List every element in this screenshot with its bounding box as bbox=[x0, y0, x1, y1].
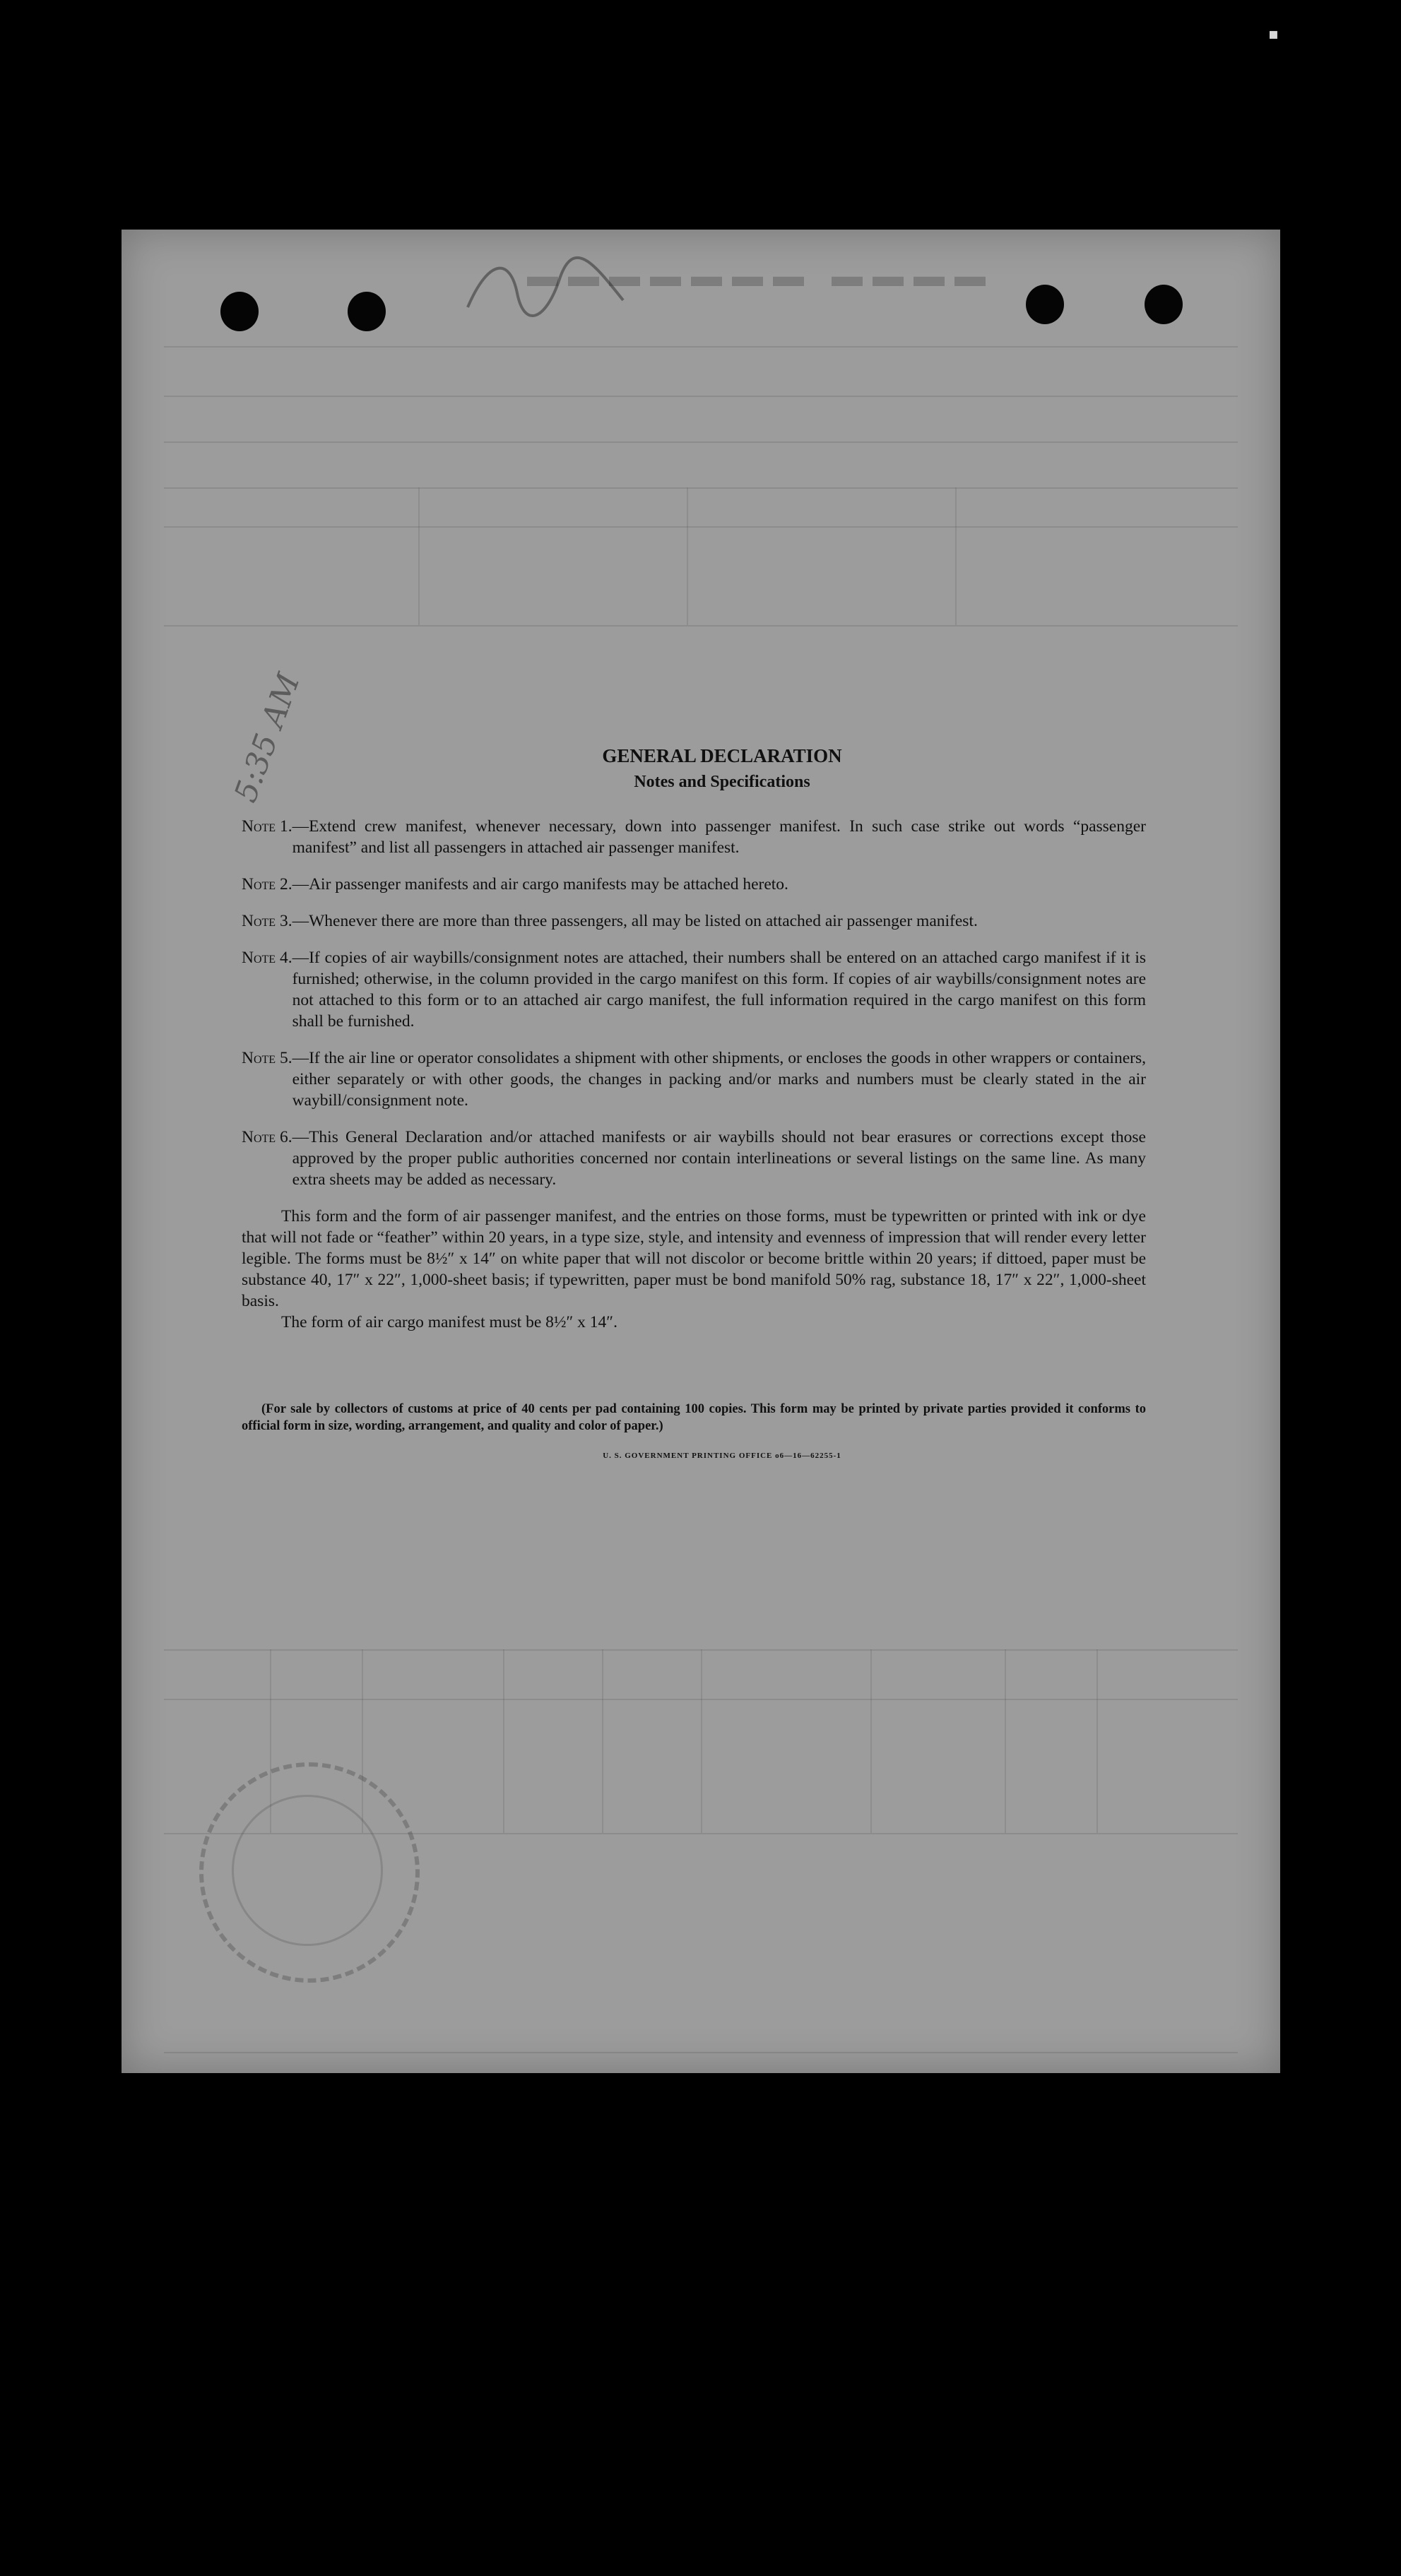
scanned-page bbox=[122, 230, 1280, 2073]
bleed-through-rule bbox=[503, 1649, 504, 1833]
bleed-through-rule bbox=[164, 346, 1238, 348]
sale-note: (For sale by collectors of customs at price of 40 cents per pad containing 100 copies. This form may be printed by private parties provided it conforms to official form in size, wording, arrangement, and quality and color of paper.) bbox=[242, 1402, 1146, 1433]
punch-hole bbox=[1026, 285, 1064, 324]
punch-hole bbox=[220, 292, 259, 331]
bleed-through-rule bbox=[602, 1649, 603, 1833]
note-text: —Whenever there are more than three passengers, all may be listed on attached air passenger manifest. bbox=[292, 912, 978, 930]
bleed-through-rule bbox=[164, 2052, 1238, 2053]
bleed-through-rule bbox=[164, 441, 1238, 443]
gpo-imprint: U. S. GOVERNMENT PRINTING OFFICE o6—16—62255-1 bbox=[603, 1452, 841, 1460]
bleed-through-rule bbox=[418, 487, 420, 625]
note-label: Note 3. bbox=[242, 912, 292, 930]
note-label: Note 4. bbox=[242, 949, 292, 967]
note-text: —If copies of air waybills/consignment notes are attached, their numbers shall be entered on an attached cargo manifest if it is furnished; otherwise, in the column provided in the cargo manifest on this form. If copies of air waybills/consignment notes are not attached to this form or to an attached air cargo manifest, the full information required in the cargo manifest on this form shall be furnished. bbox=[292, 949, 1146, 1031]
bleed-through-rule bbox=[701, 1649, 702, 1833]
handwritten-time: 5:35 AM bbox=[227, 668, 307, 807]
bleed-through-rule bbox=[1096, 1649, 1098, 1833]
note-text: —This General Declaration and/or attached manifests or air waybills should not bear erasures or corrections except those approved by the proper public authorities concerned nor contain interlineations or several listings on the same line. As many extra sheets may be added as necessary. bbox=[292, 1128, 1146, 1189]
bleed-through-rule bbox=[955, 487, 957, 625]
page-title: GENERAL DECLARATION bbox=[602, 745, 842, 766]
note-item bbox=[242, 874, 1146, 895]
note-item bbox=[242, 947, 1146, 1032]
note-label: Note 1. bbox=[242, 817, 292, 836]
bleed-through-rule bbox=[687, 487, 688, 625]
note-item bbox=[242, 910, 1146, 932]
bleed-through-rule bbox=[164, 487, 1238, 489]
note-label: Note 5. bbox=[242, 1049, 292, 1067]
note-item bbox=[242, 816, 1146, 858]
punch-hole bbox=[1145, 285, 1183, 324]
bleed-through-rule bbox=[164, 526, 1238, 528]
bleed-through-rule bbox=[870, 1649, 872, 1833]
bleed-through-title: ▬▬▬▬ ▬▬▬▬▬▬▬ bbox=[517, 259, 986, 293]
note-text: —Air passenger manifests and air cargo manifests may be attached hereto. bbox=[292, 875, 788, 894]
punch-hole bbox=[348, 292, 386, 331]
note-item bbox=[242, 1047, 1146, 1111]
customs-stamp-inner-ring bbox=[232, 1795, 383, 1946]
notes-section bbox=[242, 745, 1146, 1460]
bleed-through-rule bbox=[164, 396, 1238, 397]
form-specification-paragraph: This form and the form of air passenger manifest, and the entries on those forms, must be typewritten or printed with ink or dye that will not fade or “feather” within 20 years, in a type size, style, and intensity and evenness of impression that will render every letter legible. The forms must be 8½″ x 14″ on white paper that will not discolor or become brittle within 20 years; if dittoed, paper must be substance 40, 17″ x 22″, 1,000-sheet basis; if typewritten, paper must be bond manifold 50% rag, substance 18, 17″ x 22″, 1,000-sheet basis. bbox=[242, 1207, 1146, 1310]
note-label: Note 6. bbox=[242, 1128, 292, 1146]
page-subtitle: Notes and Specifications bbox=[634, 773, 810, 791]
note-item bbox=[242, 1127, 1146, 1190]
note-label: Note 2. bbox=[242, 875, 292, 894]
corner-mark: ▪ bbox=[1268, 25, 1279, 43]
bleed-through-rule bbox=[1005, 1649, 1006, 1833]
customs-stamp bbox=[199, 1762, 420, 1983]
bleed-through-rule bbox=[164, 625, 1238, 627]
handwritten-signature bbox=[461, 251, 630, 328]
note-text: —If the air line or operator consolidates a shipment with other shipments, or encloses the goods in other wrappers or containers, either separately or with other goods, the changes in packing and/or marks and numbers must be clearly stated in the air waybill/consignment note. bbox=[292, 1049, 1146, 1110]
cargo-manifest-size-line: The form of air cargo manifest must be 8½″ x 14″. bbox=[281, 1313, 617, 1331]
note-text: —Extend crew manifest, whenever necessary, down into passenger manifest. In such case strike out words “passenger manifest” and list all passengers in attached air passenger manifest. bbox=[292, 817, 1146, 857]
